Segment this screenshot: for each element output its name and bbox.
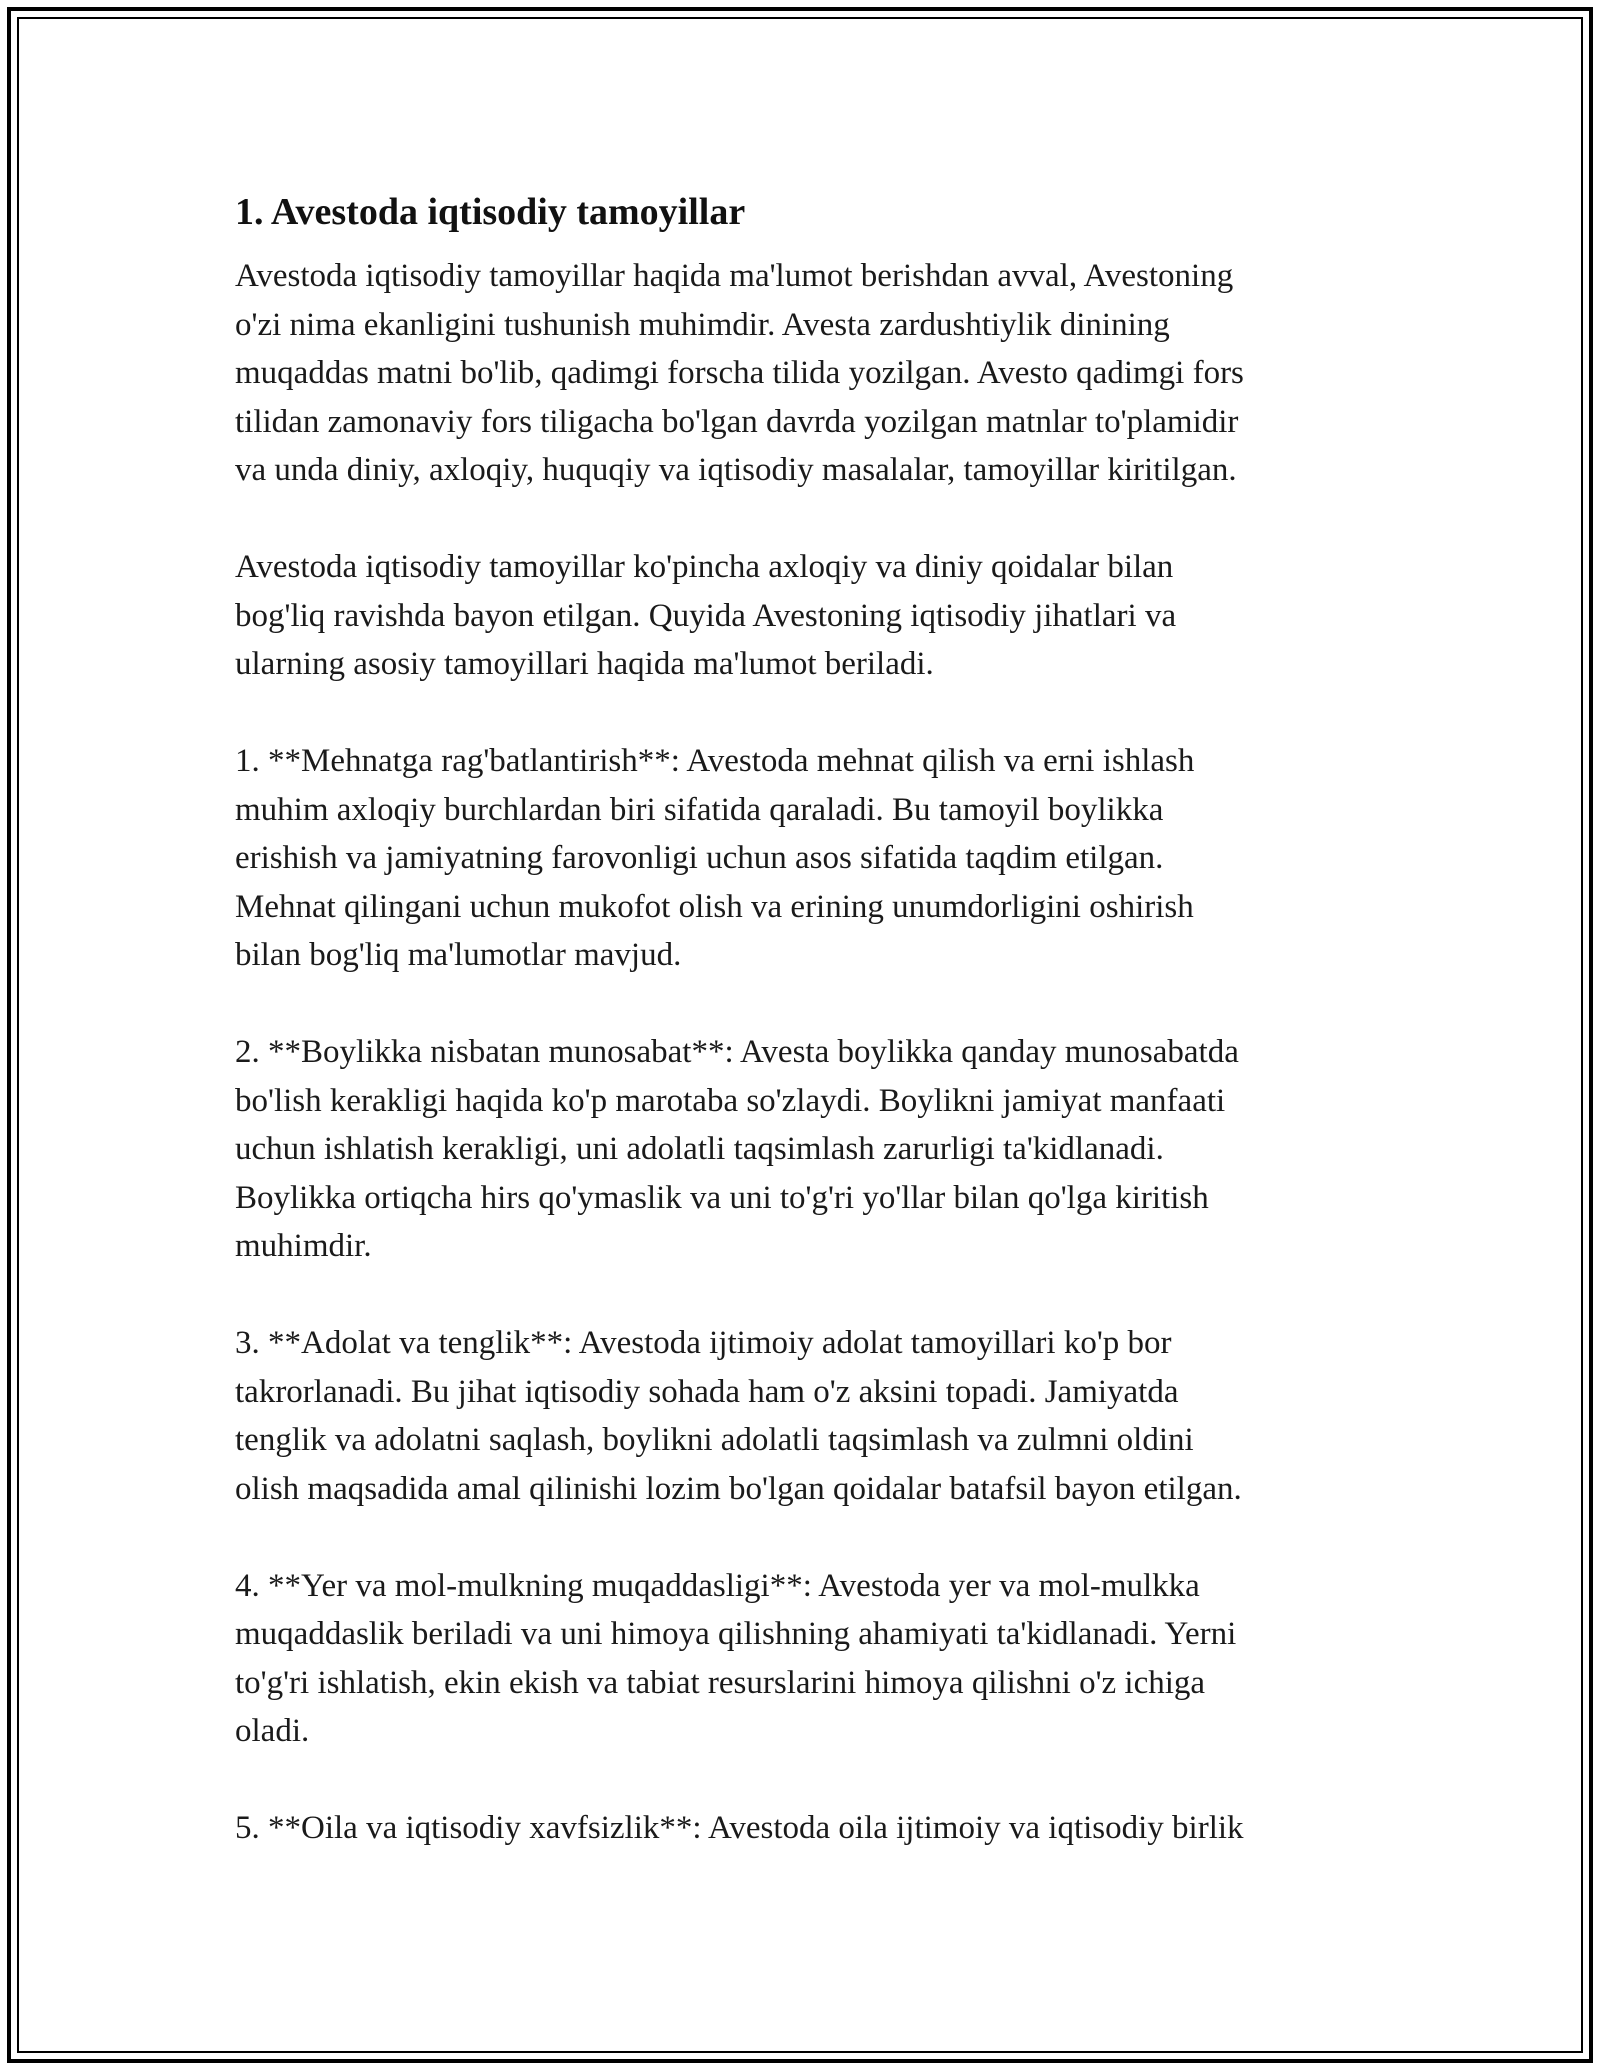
principle-item-2: 2. **Boylikka nisbatan munosabat**: Avesta boylikka qanday munosabatda bo'lish kerakligi haqida ko'p marotaba so'zlaydi. Boylikni jamiyat manfaati uchun ishlatish kerakligi, uni adolatli taqsimlash zarurligi ta'kidlanadi. Boylikka ortiqcha hirs qo'ymaslik va uni to'g'ri yo'llar bilan qo'lga kiritish muhimdir. <box>235 1034 1239 1264</box>
document-title: 1. Avestoda iqtisodiy tamoyillar <box>235 191 746 233</box>
overview-paragraph: Avestoda iqtisodiy tamoyillar ko'pincha axloqiy va diniy qoidalar bilan bog'liq ravishda bayon etilgan. Quyida Avestoning iqtisodiy jihatlari va ularning asosiy tamoyillari haqida ma'lumot beriladi. <box>235 549 1177 682</box>
principle-item-4: 4. **Yer va mol-mulkning muqaddasligi**: Avestoda yer va mol-mulkka muqaddaslik beriladi va uni himoya qilishning ahamiyati ta'kidlanadi. Yerni to'g'ri ishlatish, ekin ekish va tabiat resurslarini himoya qilishni o'z ichiga oladi. <box>235 1567 1237 1749</box>
principle-item-3: 3. **Adolat va tenglik**: Avestoda ijtimoiy adolat tamoyillari ko'p bor takrorlanadi. Bu jihat iqtisodiy sohada ham o'z aksini topadi. Jamiyatda tenglik va adolatni saqlash, boylikni adolatli taqsimlash va zulmni oldini olish maqsadida amal qilinishi lozim bo'lgan qoidalar batafsil bayon etilgan. <box>235 1325 1242 1507</box>
intro-paragraph: Avestoda iqtisodiy tamoyillar haqida ma'lumot berishdan avval, Avestoning o'zi nima ekanligini tushunish muhimdir. Avesta zardushtiylik dinining muqaddas matni bo'lib, qadimgi forscha tilida yozilgan. Avesto qadimgi fors tilidan zamonaviy fors tiligacha bo'lgan davrda yozilgan matnlar to'plamidir va unda diniy, axloqiy, huquqiy va iqtisodiy masalalar, tamoyillar kiritilgan. <box>235 258 1244 488</box>
principle-item-1: 1. **Mehnatga rag'batlantirish**: Avestoda mehnat qilish va erni ishlash muhim axloqiy burchlardan biri sifatida qaraladi. Bu tamoyil boylikka erishish va jamiyatning farovonligi uchun asos sifatida taqdim etilgan. Mehnat qilingani uchun mukofot olish va erining unumdorligini oshirish bilan bog'liq ma'lumotlar mavjud. <box>235 743 1195 973</box>
document-body <box>235 186 1375 1901</box>
principle-item-5: 5. **Oila va iqtisodiy xavfsizlik**: Avestoda oila ijtimoiy va iqtisodiy birlik <box>235 1810 1244 1846</box>
